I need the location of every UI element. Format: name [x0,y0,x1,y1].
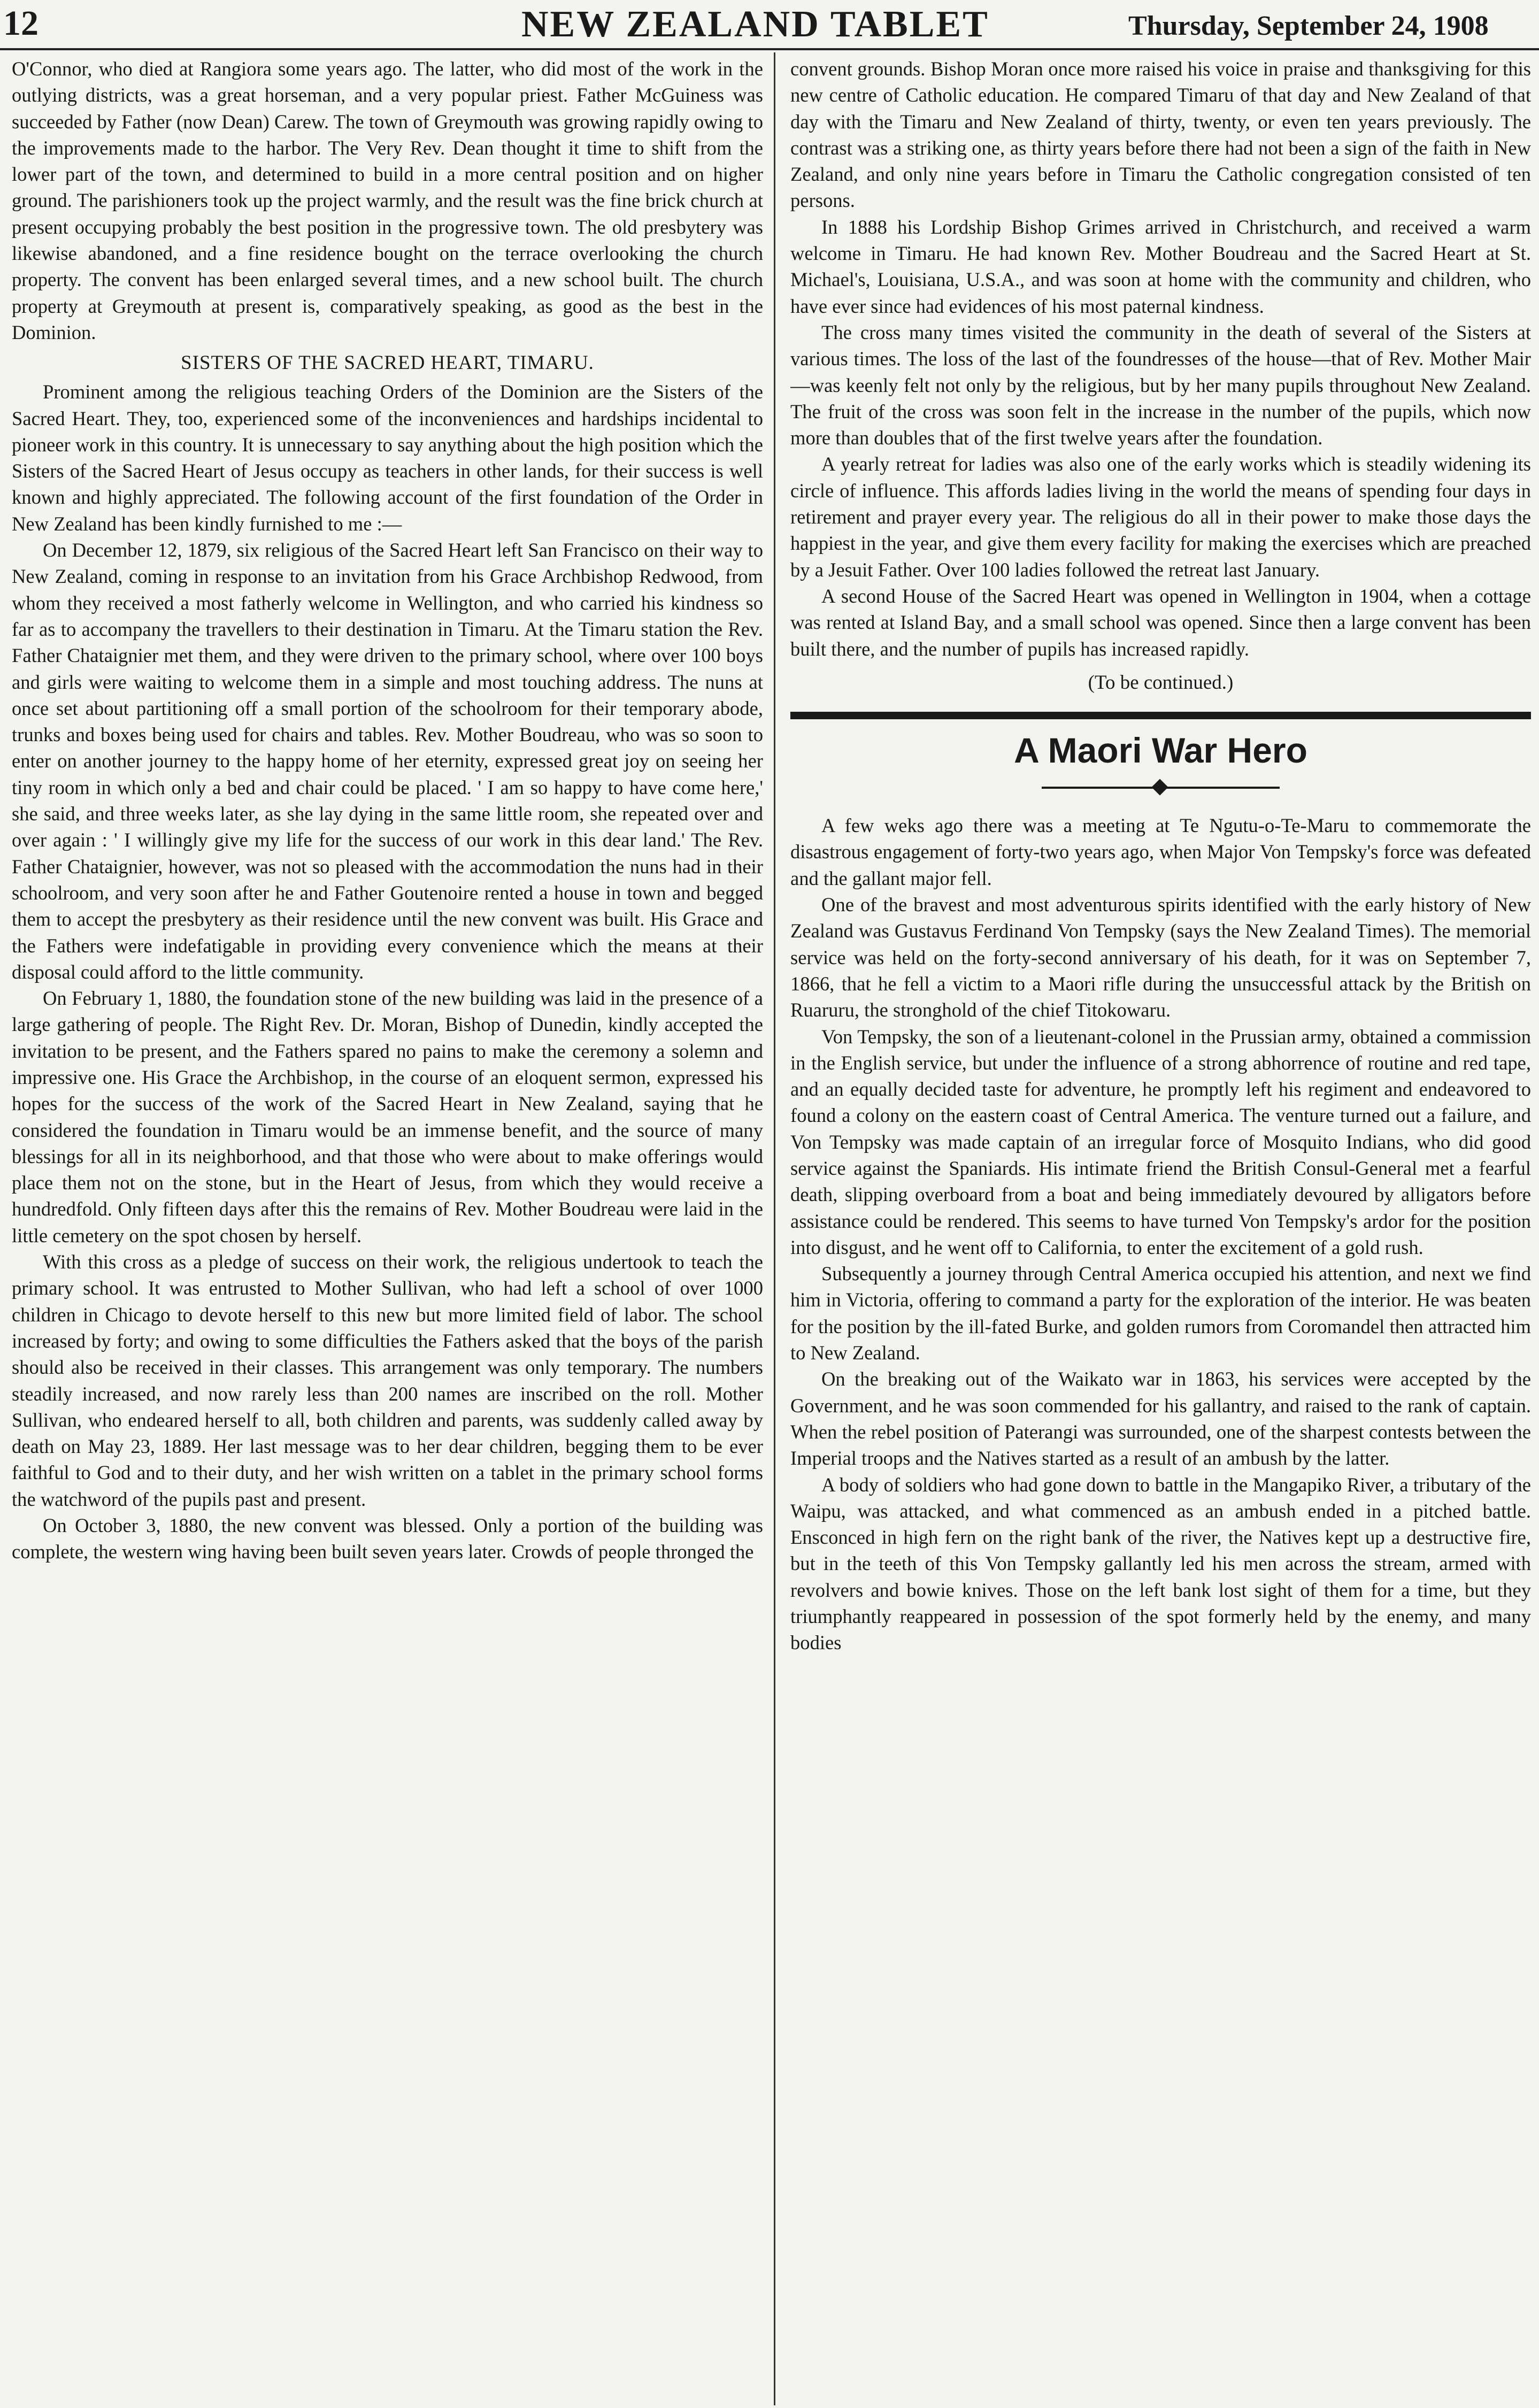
publication-title: NEW ZEALAND TABLET [521,4,989,45]
paragraph: One of the bravest and most adventurous spirits identified with the early history of New Zealand was Gustavus Ferdinand Von Tempsky (says the New Zealand Times). The memorial service was held on the forty-second anniversary of his death, for it was on September 7, 1866, that he fell a victim to a Maori rifle during the unsuccessful attack by the British on Ruaruru, the stronghold of the chief Titokowaru. [790,894,1531,1021]
paragraph: A second House of the Sacred Heart was opened in Wellington in 1904, when a cottage was rented at Island Bay, and a small school was opened. Since then a large convent has been built there, and the number of pupils has increased rapidly. [790,584,1531,660]
page-number: 12 [3,4,39,43]
article-title: A Maori War Hero [1014,730,1307,771]
title-ornament [790,777,1531,798]
section-heading: SISTERS OF THE SACRED HEART, TIMARU. [181,352,594,374]
issue-date: Thursday, September 24, 1908 [1128,11,1489,41]
paragraph: With this cross as a pledge of success on their work, the religious undertook to teach the primary school. It was entrusted to Mother Sullivan, who had left a school of over 1000 children in Chicago to devote herself to this new but more limited field of labor. The school increased by forty; and owing to some difficulties the Fathers asked that the boys of the parish should also be received in their classes. This arrangement was only temporary. The numbers steadily increased, and now rarely less than 200 names are inscribed on the roll. Mother Sullivan, who endeared herself to all, both children and parents, was suddenly called away by death on May 23, 1889. Her last message was to her dear children, begging them to be ever faithful to God and to their duty, and her wish written on a tablet in the primary school forms the watchword of the pupils past and present. [12,1251,763,1510]
masthead-rule [0,48,1539,50]
paragraph: convent grounds. Bishop Moran once more raised his voice in praise and thanksgiving for this new centre of Catholic education. He compared Timaru of that day and New Zealand of that day with the Timaru and New Zealand of thirty, twenty, or even ten years previously. The contrast was a striking one, as thirty years before there had not been a sign of the faith in New Zealand, and only nine years before in Timaru the Catholic congregation consisted of ten persons. [790,58,1531,212]
left-column [12,56,763,2406]
masthead [0,0,1539,48]
paragraph: On December 12, 1879, six religious of the Sacred Heart left San Francisco on their way to New Zealand, coming in response to an invitation from his Grace Archbishop Redwood, from whom they received a most fatherly welcome in Wellington, and who carried his kindness so far as to accompany the travellers to their destination in Timaru. At the Timaru station the Rev. Father Chataignier met them, and they were driven to the primary school, where over 100 boys and girls were waiting to welcome them in a simple and most touching address. The nuns at once set about partitioning off a small portion of the schoolroom for their temporary abode, trunks and boxes being used for chairs and tables. Rev. Mother Boudreau, who was so soon to enter on another journey to the happy home of her eternity, expressed great joy on seeing her tiny room in which only a bed and chair could be placed. ' I am so happy to have come here,' she said, and three weeks later, as she lay dying in the same little room, she repeated over and over again : ' I willingly give my life for the success of our work in this dear land.' The Rev. Father Chataignier, however, was not so pleased with the accommodation the nuns had in their schoolroom, and very soon after he and Father Goutenoire rented a house in town and begged them to accept the presbytery as their residence until the new convent was built. His Grace and the Fathers were indefatigable in providing every convenience which the means at their disposal could afford to the little community. [12,539,763,983]
paragraph: A body of soldiers who had gone down to battle in the Mangapiko River, a tributary of the Waipu, was attacked, and what commenced as an ambush ended in a pitched battle. Ensconced in high fern on the right bank of the river, the Natives kept up a destructive fire, but in the teeth of this Von Tempsky gallantly led his men across the stream, armed with revolvers and bowie knives. Those on the left bank lost sight of them for a time, but they triumphantly reappeared in possession of the spot formerly held by the enemy, and many bodies [790,1473,1531,1654]
paragraph: On February 1, 1880, the foundation stone of the new building was laid in the presence of a large gathering of people. The Right Rev. Dr. Moran, Bishop of Dunedin, kindly accepted the invitation to be present, and the Fathers spared no pains to make the ceremony a solemn and impressive one. His Grace the Archbishop, in the course of an eloquent sermon, expressed his hopes for the success of the work of the Sacred Heart in New Zealand, saying that he considered the foundation in Timaru would be an immense benefit, and the source of many blessings for all in its neighborhood, and that those who were about to make offerings would place them not on the stone, but in the Heart of Jesus, from which they would receive a hundredfold. Only fifteen days after this the remains of Rev. Mother Boudreau were laid in the little cemetery on the spot chosen by herself. [12,987,763,1247]
paragraph: On the breaking out of the Waikato war in 1863, his services were accepted by the Government, and he was soon commended for his gallantry, and raised to the rank of captain. When the rebel position of Paterangi was surrounded, one of the sharpest contests between the Imperial troops and the Natives started as a result of an ambush by the latter. [790,1368,1531,1470]
paragraph: In 1888 his Lordship Bishop Grimes arrived in Christchurch, and received a warm welcome in Timaru. He had known Rev. Mother Boudreau and the Sacred Heart at St. Michael's, Louisiana, U.S.A., and was soon at home with the community and children, who have ever since had evidences of his most paternal kindness. [790,216,1531,317]
continued-note: (To be continued.) [1088,671,1234,694]
article-separator-rule [790,712,1531,719]
paragraph: Von Tempsky, the son of a lieutenant-colonel in the Prussian army, obtained a commission in the English service, but under the influence of a strong abhorrence of routine and red tape, and an equally decided taste for adventure, he promptly left his regiment and endeavored to found a colony on the eastern coast of Central America. The venture turned out a failure, and Von Tempsky was made captain of an irregular force of Mosquito Indians, who did good service against the Spaniards. His intimate friend the British Consul-General met a fearful death, slipping overboard from a boat and being immediately devoured by alligators before assistance could be rendered. This seems to have turned Von Tempsky's ardor for the position into disgust, and he went off to California, to enter the excitement of a gold rush. [790,1025,1531,1258]
paragraph: On October 3, 1880, the new convent was blessed. Only a portion of the building was complete, the western wing having been built seven years later. Crowds of people thronged the [12,1514,763,1563]
column-divider [774,52,775,2405]
paragraph: Prominent among the religious teaching Orders of the Dominion are the Sisters of the Sacred Heart. They, too, experienced some of the inconveniences and hardships incidental to pioneer work in this country. It is unnecessary to say anything about the high position which the Sisters of the Sacred Heart of Jesus occupy as teachers in other lands, for their success is well known and highly appreciated. The following account of the first foundation of the Order in New Zealand has been kindly furnished to me :— [12,381,763,535]
paragraph: A yearly retreat for ladies was also one of the early works which is steadily widening its circle of influence. This affords ladies living in the world the means of spending four days in retirement and prayer every year. The religious do all in their power to make those days the happiest in the year, and give them every facility for making the exercises which are preached by a Jesuit Father. Over 100 ladies followed the retreat last January. [790,453,1531,581]
paragraph: The cross many times visited the community in the death of several of the Sisters at various times. The loss of the last of the foundresses of the house—that of Rev. Mother Mair—was keenly felt not only by the religious, but by her many pupils throughout New Zealand. The fruit of the cross was soon felt in the increase in the number of the pupils, which now more than doubles that of the first twelve years after the foundation. [790,321,1531,449]
paragraph: Subsequently a journey through Central America occupied his attention, and next we find him in Victoria, offering to command a party for the exploration of the interior. He was beaten for the position by the ill-fated Burke, and golden rumors from Coromandel then attracted him to New Zealand. [790,1263,1531,1364]
right-column [790,56,1531,2406]
paragraph: A few weks ago there was a meeting at Te Ngutu-o-Te-Maru to commemorate the disastrous engagement of forty-two years ago, when Major Von Tempsky's force was defeated and the gallant major fell. [790,814,1531,889]
diamond-icon [1151,779,1168,796]
paragraph: O'Connor, who died at Rangiora some years ago. The latter, who did most of the work in the outlying districts, was a great horseman, and a very popular priest. Father McGuiness was succeeded by Father (now Dean) Carew. The town of Greymouth was growing rapidly owing to the improvements made to the harbor. The Very Rev. Dean thought it time to shift from the lower part of the town, and determined to build in a more central position and on higher ground. The parishioners took up the project warmly, and the result was the fine brick church at present occupying probably the best position in the progressive town. The old presbytery was likewise abandoned, and a fine residence bought on the terrace overlooking the church property. The convent has been enlarged several times, and a new school built. The church property at Greymouth at present is, comparatively speaking, as good as the best in the Dominion. [12,58,763,343]
